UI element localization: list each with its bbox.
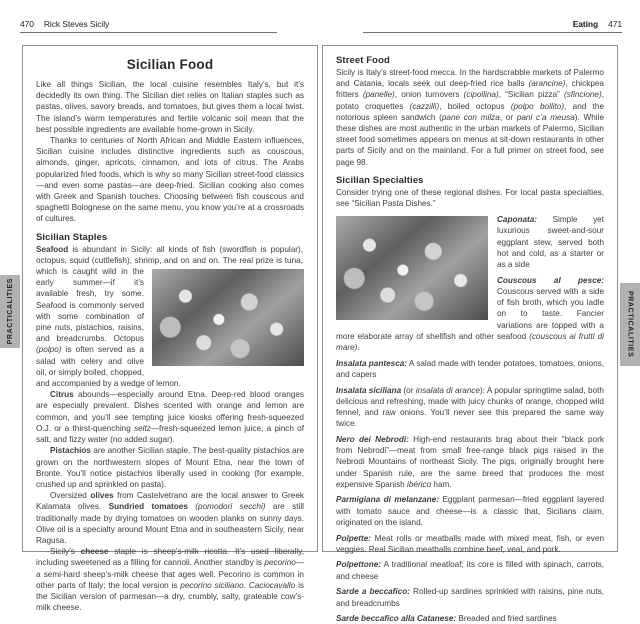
olives-paragraph: Oversized olives from Castelvetrano are the local answer to Greek Kalamata olives. Sundried tomatoes (pomodori secchi) are still traditionally made by drying tomatoes on wooden planks on sunny days. Olive oil is a specialty around Mount Etna and in southeastern Sicily, near Ragusa. [36, 491, 304, 545]
left-page-box [22, 45, 318, 613]
book-title: Rick Steves Sicily [43, 19, 110, 29]
right-page-box [322, 45, 618, 624]
practicalities-tab-left [0, 275, 20, 348]
chapter-name: Eating [572, 19, 599, 29]
entry-sarde-a-beccafico: Sarde a beccafico: Rolled-up sardines sprinkled with raisins, pine nuts, and breadcrumbs [336, 587, 604, 608]
running-head-left [20, 19, 277, 33]
specialties-intro-paragraph: Consider trying one of these regional dishes. For local pasta specialties, see “Sicilian Pasta Dishes.” [336, 187, 604, 209]
photo-offset-spacer [303, 244, 304, 267]
seafood-paragraph: Seafood is abundant in Sicily: all kinds of fish (swordfish is popular), octopus, squid (cuttlefish), shrimp, and on and on. The real prize is tuna, which is caught wild in the early summer—if it’s available fresh, try some. Seafood is commonly served with some combination of pine nuts, pistachios, raisins, and breadcrumbs. Octopus (polpo) is often served as a salad with celery and olive oil, or simply boiled, chopped, and accompanied by a wedge of lemon. [36, 244, 303, 389]
entry-sarde-beccafico-alla-catanese: Sarde beccafico alla Catanese: Breaded and fried sardines [336, 614, 557, 624]
entry-nero-dei-nebrodi: Nero dei Nebrodi: High-end restaurants brag about their “black pork from Nebrodi”—meat from small free-range black pigs raised in the Nebrodi Mountains of northeast Sicily. The pigs, originally brought here under Spanish rule, are the same breed that produces the most expensive Spanish ibérico ham. [336, 434, 604, 489]
section-heading-street-food: Street Food [336, 55, 390, 66]
page-number-right: 471 [608, 19, 622, 29]
pistachios-paragraph: Pistachios are another Sicilian staple. The best-quality pistachios are grown on the northwestern slopes of Mount Etna, near the town of Bronte. You’ll notice pistachios liberally used in cooking (for example, crushed up and sprinkled on pasta). [36, 446, 304, 489]
practicalities-tab-right [620, 283, 640, 366]
cheese-paragraph: Sicily’s cheese staple is sheep’s-milk ricotta. It’s used liberally, including sweetened as a filling for cannoli. Another standby is pecorino—a semi-hard sheep’s-milk cheese that ages well. Pecorino is common in other parts of Italy; the local version is pecorino siciliano. Caciocavallo is the Sicilian version of parmesan—a dry, crumbly, salty, grateable cow’s-milk cheese. [36, 547, 304, 613]
intro-paragraph-2: Thanks to centuries of North African and Middle Eastern influences, Sicilian cuisine includes distinctive ingredients such as couscous, almonds, ginger, apricots, cinnamon, and lots of citrus. The Arabs popularized fried foods, which is why so many Sicilian street-food classics—and even some pastas—are deep-fried. Sicilian cooking also comes with Greek and Spanish touches. Choosing between fish couscous and spaghetti Bolognese on the same menu, you know you’re at a crossroads of cultures. [36, 136, 304, 224]
page-number-left: 470 [20, 19, 34, 29]
practicalities-tab-left-label: PRACTICALITIES [6, 278, 14, 345]
page-title: Sicilian Food [126, 57, 214, 72]
entry-caponata: Caponata: Simple yet luxurious sweet-and-sour eggplant stew, served both hot and cold, as a starter or as a side [497, 215, 604, 270]
street-food-photo [336, 216, 488, 320]
section-heading-specialties: Sicilian Specialties [336, 174, 424, 186]
seafood-block [36, 244, 304, 614]
running-head-right [363, 19, 622, 33]
practicalities-tab-right-label: PRACTICALITIES [626, 291, 634, 358]
entry-parmigiana-di-melanzane: Parmigiana di melanzane: Eggplant parmesan—fried eggplant layered with tomato sauce and cheese—is a classic that, Sicilians claim, originated on the island. [336, 495, 604, 527]
entry-insalata-siciliana: Insalata siciliana (or insalata di arance): A popular springtime salad, both delicious and refreshing, made with juicy chunks of orange, chopped wild fennel, and raw onions. You’ll never see this prepared the same way twice. [336, 385, 604, 429]
section-heading-staples: Sicilian Staples [36, 231, 108, 243]
octopus-salad-photo [152, 269, 304, 366]
citrus-paragraph: Citrus abounds—especially around Etna. Deep-red blood oranges are especially prevalent. Dishes scented with orange and lemon are common, and you’ll see tempting juice kiosks offering fresh-squeezed O.J. or a thirst-quenching seltz—fresh-squeezed lemon juice, a pinch of salt, and fizzy water (no added sugar). [36, 390, 304, 445]
entry-couscous-al-pesce: Couscous al pesce: Couscous served with a side of fish broth, which you ladle on to taste. Fancier variations are topped with a more elaborate array of shellfish and other seafood (couscous ai frutti di mare). [336, 275, 604, 352]
specialties-list [336, 214, 604, 624]
entry-insalata-pantesca: Insalata pantesca: A salad made with tender potatoes, tomatoes, onions, and capers [336, 358, 604, 379]
entry-polpette: Polpette: Meat rolls or meatballs made with mixed meat, fish, or even veggies. Real Sicilian meatballs combine beef, veal, and pork. [336, 533, 604, 554]
intro-paragraph-1: Like all things Sicilian, the local cuisine resembles Italy’s, but it’s decidedly its own thing. The Sicilian diet relies on Italian staples such as pastas, olives, savory breads, and tomatoes, but gives them a local twist. The island’s warm temperatures and fertile volcanic soil mean that the best possible ingredients are available home-grown in Sicily. [36, 80, 304, 134]
street-food-paragraph: Sicily is Italy’s street-food mecca. In the hardscrabble markets of Palermo and Catania, locals seek out deep-fried rice balls (arancine), chickpea fritters (panelle), onion turnovers (cipollina), “Sicilian pizza” (sfincione), potato croquettes (cazzilli), boiled octopus (polpo bollito), and the notorious spleen sandwich (pane con milza, or pani c’a meusa). While these dishes are most authentic in the urban markets of Palermo, Sicilian street food sometimes appears on menus at sit-down restaurants in other parts of Sicily and on the mainland. For a full primer on street food, see page 98. [336, 68, 605, 167]
entry-polpettone: Polpettone: A traditional meatloaf; its core is filled with spinach, carrots, and cheese [336, 560, 604, 581]
